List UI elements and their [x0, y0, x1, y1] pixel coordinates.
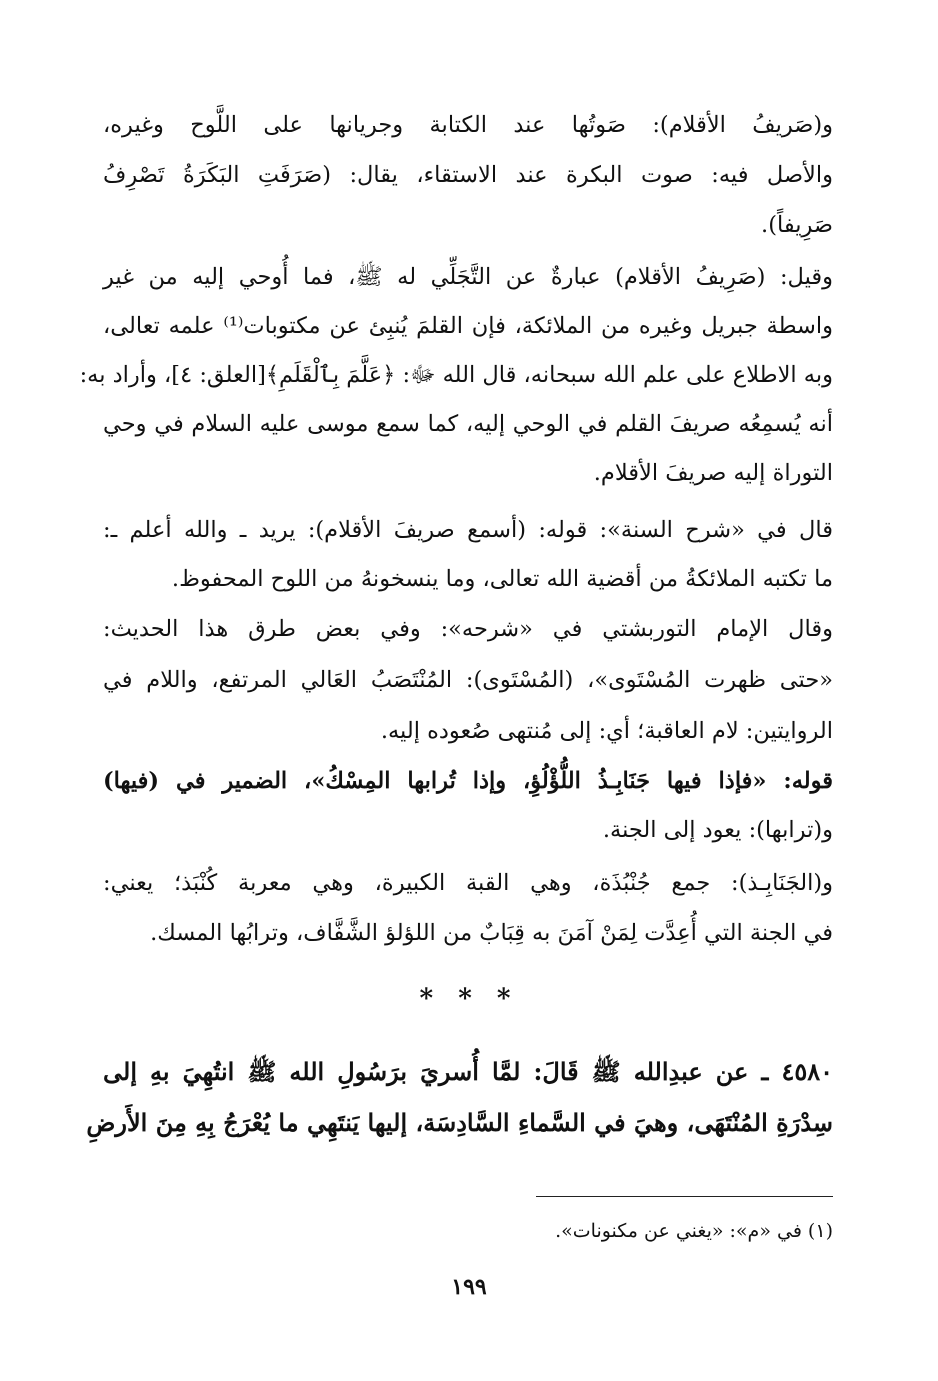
text-line: صَرِيفاً). — [761, 212, 833, 238]
footnote: (١) في «م»: «يغني عن مكنونات». — [555, 1220, 833, 1242]
text-line: التوراة إليه صريفَ الأقلام. — [593, 460, 833, 486]
text-line: و(صَريفُ الأقلام): صَوتُها عند الكتابة وجريانها على اللَّوح وغيره، — [103, 112, 833, 138]
text-line: وبه الاطلاع على علم الله سبحانه، قال الله ﷻ: ﴿عَلَّمَ بِٱلْقَلَمِ﴾[العلق: ٤]، وأراد به: — [79, 362, 833, 388]
text-line: وقال الإمام التوربشتي في «شرحه»: وفي بعض طرق هذا الحديث: — [103, 616, 833, 642]
text-line: قوله: «فإذا فيها جَنَابِـذُ اللُّؤْلُؤِ، وإذا تُرابها المِسْكُ»، الضمير في (فيها) — [103, 768, 833, 794]
text-line: قال في «شرح السنة»: قوله: (أسمع صريفَ الأقلام): يريد ـ والله أعلم ـ: — [103, 517, 833, 543]
text-line: والأصل فيه: صوت البكرة عند الاستقاء، يقال: (صَرَفَتِ البَكَرَةُ تَصْرِفُ — [103, 162, 833, 188]
text-line: وقيل: (صَرِيفُ الأقلام) عبارةٌ عن التَّجَلِّي له ﷺ، فما أُوحي إليه من غير — [103, 264, 833, 290]
text-line: واسطة جبريل وغيره من الملائكة، فإن القلمَ يُنبِئ عن مكتوبات⁽¹⁾ علمه تعالى، — [103, 313, 833, 339]
text-line: أنه يُسمِعُه صريفَ القلم في الوحي إليه، كما سمع موسى عليه السلام في وحي — [103, 411, 833, 437]
page-number: ١٩٩ — [451, 1274, 487, 1300]
text-line: الروايتين: لام العاقبة؛ أي: إلى مُنتهى صُعوده إليه. — [380, 718, 833, 744]
text-line: ما تكتبه الملائكةُ من أقضية الله تعالى، وما ينسخونهُ من اللوح المحفوظ. — [171, 566, 833, 592]
text-line: سِدْرَةِ المُنْتَهَى، وهيَ في السَّماءِ السَّادِسَة، إليها يَنتَهِي ما يُعْرَجُ بِهِ مِنَ الأَرضِ — [86, 1108, 833, 1137]
section-separator: * * * — [419, 984, 519, 1014]
footnote-divider — [536, 1196, 833, 1197]
text-line: «حتى ظهرت المُسْتَوى»، (المُسْتَوى): المُنْتَصَبُ العَالي المرتفع، واللام في — [103, 667, 833, 693]
text-line: و(ترابها): يعود إلى الجنة. — [602, 817, 833, 843]
text-line: و(الجَنَابِـذ): جمع جُنْبُذَة، وهي القبة الكبيرة، وهي معربة كُنْبَذ؛ يعني: — [103, 870, 833, 896]
text-line: في الجنة التي أُعِدَّت لِمَنْ آمَنَ به قِبَابٌ من اللؤلؤ الشَّفَّاف، وترابُها المسك. — [150, 920, 833, 946]
text-line: ٤٥٨٠ ـ عن عبدِالله ﷺ قَالَ: لمَّا أُسريَ برَسُولِ الله ﷺ انتُهِيَ بهِ إلى — [103, 1057, 833, 1086]
